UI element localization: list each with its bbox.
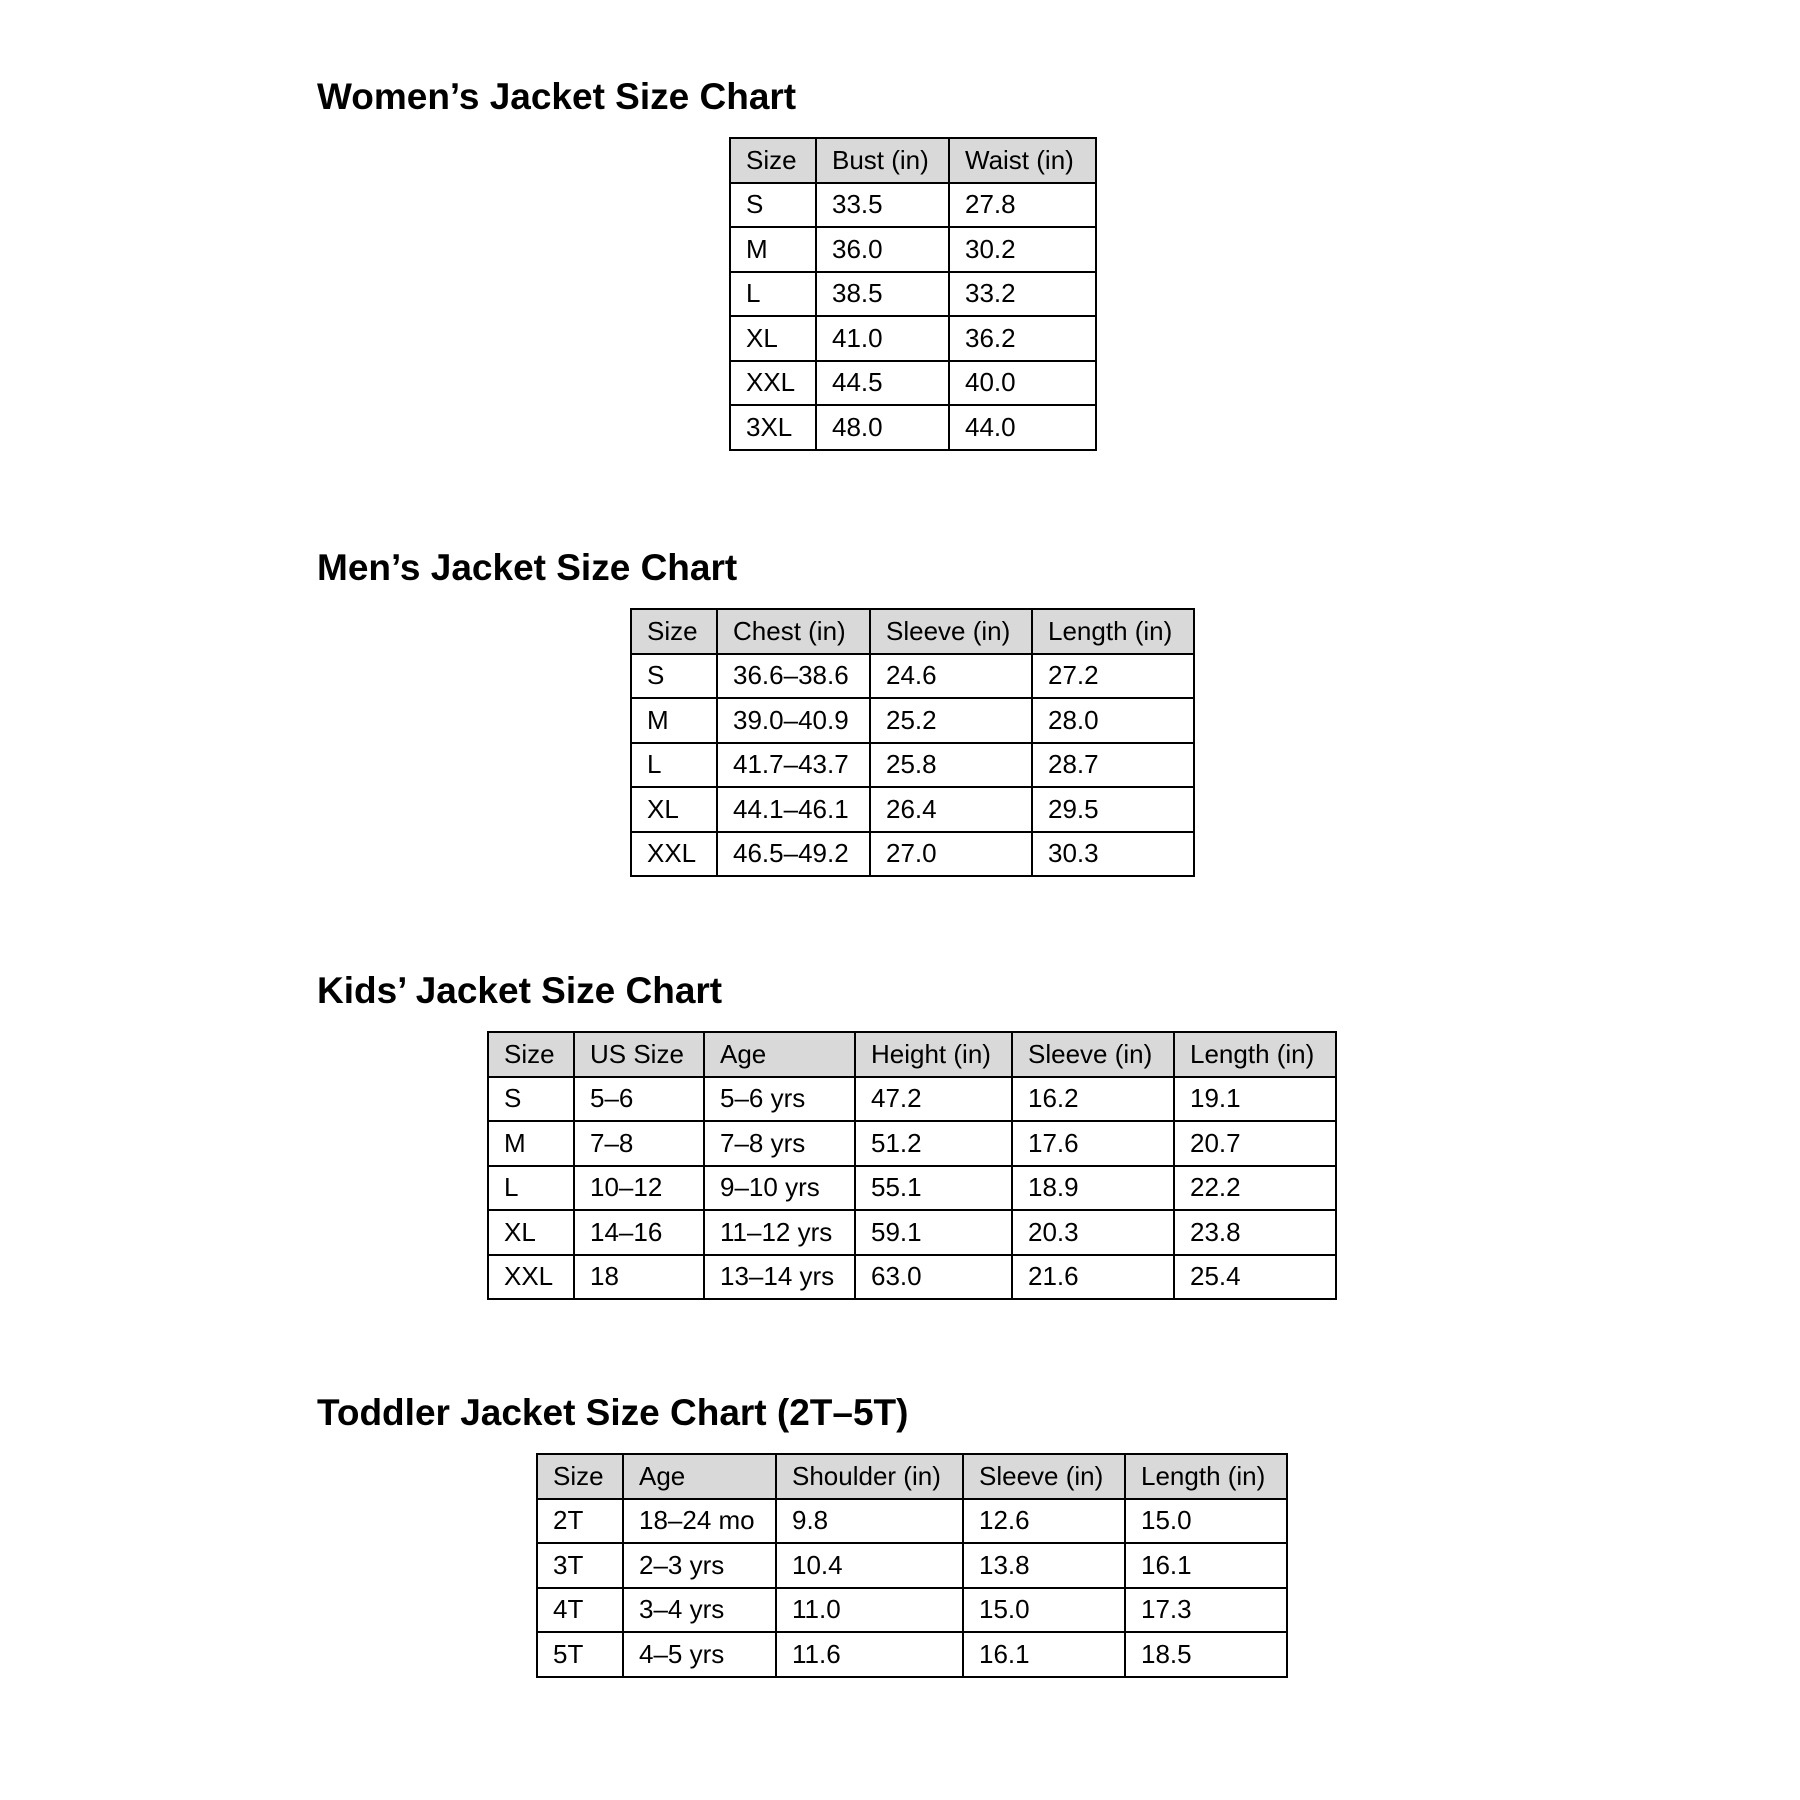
column-header: Waist (in) <box>949 138 1096 183</box>
table-row <box>488 1166 1336 1211</box>
table-cell: 9.8 <box>776 1499 963 1544</box>
table-row <box>488 1077 1336 1122</box>
table-cell: 18.9 <box>1012 1166 1174 1211</box>
table-cell: 11.6 <box>776 1632 963 1677</box>
table-cell: 41.7–43.7 <box>717 743 870 788</box>
table-cell: 47.2 <box>855 1077 1012 1122</box>
table-row <box>730 227 1096 272</box>
table-cell: 51.2 <box>855 1121 1012 1166</box>
table-cell: 44.0 <box>949 405 1096 450</box>
table-cell: 3–4 yrs <box>623 1588 776 1633</box>
table-cell: 24.6 <box>870 654 1032 699</box>
column-header: Size <box>488 1032 574 1077</box>
table-cell: 25.4 <box>1174 1255 1336 1300</box>
column-header: Sleeve (in) <box>963 1454 1125 1499</box>
table-cell: 16.1 <box>963 1632 1125 1677</box>
table-row <box>537 1499 1287 1544</box>
table-cell: 19.1 <box>1174 1077 1336 1122</box>
table-cell: XXL <box>631 832 717 877</box>
table-cell: S <box>730 183 816 228</box>
table-cell: 59.1 <box>855 1210 1012 1255</box>
table-row <box>730 361 1096 406</box>
table-cell: L <box>631 743 717 788</box>
table-cell: 28.7 <box>1032 743 1194 788</box>
column-header: Bust (in) <box>816 138 949 183</box>
table-row <box>488 1255 1336 1300</box>
table-cell: 55.1 <box>855 1166 1012 1211</box>
table-cell: 13–14 yrs <box>704 1255 855 1300</box>
column-header: Length (in) <box>1174 1032 1336 1077</box>
column-header: Shoulder (in) <box>776 1454 963 1499</box>
table-row <box>631 743 1194 788</box>
table-cell: M <box>631 698 717 743</box>
table-cell: 63.0 <box>855 1255 1012 1300</box>
table-cell: 30.2 <box>949 227 1096 272</box>
table-cell: 36.2 <box>949 316 1096 361</box>
table-cell: 20.3 <box>1012 1210 1174 1255</box>
column-header: Length (in) <box>1032 609 1194 654</box>
table-cell: 5–6 <box>574 1077 704 1122</box>
column-header: Chest (in) <box>717 609 870 654</box>
table-row <box>730 183 1096 228</box>
table-cell: 17.3 <box>1125 1588 1287 1633</box>
table-cell: 13.8 <box>963 1543 1125 1588</box>
table-cell: XL <box>488 1210 574 1255</box>
table-cell: L <box>488 1166 574 1211</box>
table-cell: XL <box>631 787 717 832</box>
kids-chart-title: Kids’ Jacket Size Chart <box>317 970 723 1011</box>
toddler-size-table <box>536 1453 1288 1678</box>
table-cell: XL <box>730 316 816 361</box>
table-cell: 44.1–46.1 <box>717 787 870 832</box>
table-cell: 5T <box>537 1632 623 1677</box>
table-cell: 16.2 <box>1012 1077 1174 1122</box>
table-row <box>631 654 1194 699</box>
table-row <box>488 1210 1336 1255</box>
table-cell: 4–5 yrs <box>623 1632 776 1677</box>
table-cell: 41.0 <box>816 316 949 361</box>
table-cell: 5–6 yrs <box>704 1077 855 1122</box>
table-cell: 18 <box>574 1255 704 1300</box>
table-header-row <box>488 1032 1336 1077</box>
table-row <box>730 316 1096 361</box>
table-row <box>631 698 1194 743</box>
table-row <box>730 272 1096 317</box>
table-cell: 36.0 <box>816 227 949 272</box>
table-cell: 44.5 <box>816 361 949 406</box>
table-cell: 36.6–38.6 <box>717 654 870 699</box>
column-header: Sleeve (in) <box>870 609 1032 654</box>
table-cell: 40.0 <box>949 361 1096 406</box>
table-cell: XXL <box>730 361 816 406</box>
table-cell: 26.4 <box>870 787 1032 832</box>
table-row <box>537 1543 1287 1588</box>
table-cell: 18.5 <box>1125 1632 1287 1677</box>
mens-chart-title: Men’s Jacket Size Chart <box>317 547 738 588</box>
table-cell: 25.2 <box>870 698 1032 743</box>
column-header: Age <box>704 1032 855 1077</box>
table-cell: 16.1 <box>1125 1543 1287 1588</box>
kids-size-table <box>487 1031 1337 1300</box>
column-header: US Size <box>574 1032 704 1077</box>
table-row <box>730 405 1096 450</box>
table-cell: 3XL <box>730 405 816 450</box>
table-cell: 28.0 <box>1032 698 1194 743</box>
table-cell: 25.8 <box>870 743 1032 788</box>
table-cell: S <box>631 654 717 699</box>
table-cell: 27.0 <box>870 832 1032 877</box>
table-cell: XXL <box>488 1255 574 1300</box>
table-cell: 21.6 <box>1012 1255 1174 1300</box>
table-cell: 15.0 <box>963 1588 1125 1633</box>
table-cell: M <box>730 227 816 272</box>
table-cell: 11.0 <box>776 1588 963 1633</box>
table-cell: 33.5 <box>816 183 949 228</box>
table-cell: 14–16 <box>574 1210 704 1255</box>
table-cell: 33.2 <box>949 272 1096 317</box>
table-cell: 7–8 yrs <box>704 1121 855 1166</box>
table-cell: 15.0 <box>1125 1499 1287 1544</box>
table-cell: 48.0 <box>816 405 949 450</box>
column-header: Length (in) <box>1125 1454 1287 1499</box>
table-row <box>631 787 1194 832</box>
table-header-row <box>631 609 1194 654</box>
table-cell: 29.5 <box>1032 787 1194 832</box>
womens-size-table <box>729 137 1097 451</box>
table-cell: 12.6 <box>963 1499 1125 1544</box>
table-cell: 11–12 yrs <box>704 1210 855 1255</box>
table-cell: 2T <box>537 1499 623 1544</box>
table-cell: 27.8 <box>949 183 1096 228</box>
table-header-row <box>537 1454 1287 1499</box>
table-cell: 18–24 mo <box>623 1499 776 1544</box>
table-cell: 10–12 <box>574 1166 704 1211</box>
mens-size-table <box>630 608 1195 877</box>
table-row <box>488 1121 1336 1166</box>
womens-chart-title: Women’s Jacket Size Chart <box>317 76 797 117</box>
table-cell: 17.6 <box>1012 1121 1174 1166</box>
table-cell: 2–3 yrs <box>623 1543 776 1588</box>
column-header: Size <box>730 138 816 183</box>
table-cell: 3T <box>537 1543 623 1588</box>
table-cell: 7–8 <box>574 1121 704 1166</box>
table-row <box>537 1588 1287 1633</box>
table-cell: 20.7 <box>1174 1121 1336 1166</box>
table-cell: 30.3 <box>1032 832 1194 877</box>
table-cell: 39.0–40.9 <box>717 698 870 743</box>
column-header: Age <box>623 1454 776 1499</box>
column-header: Sleeve (in) <box>1012 1032 1174 1077</box>
column-header: Size <box>537 1454 623 1499</box>
column-header: Size <box>631 609 717 654</box>
table-cell: 38.5 <box>816 272 949 317</box>
column-header: Height (in) <box>855 1032 1012 1077</box>
table-cell: 23.8 <box>1174 1210 1336 1255</box>
table-cell: 22.2 <box>1174 1166 1336 1211</box>
table-cell: 10.4 <box>776 1543 963 1588</box>
table-row <box>537 1632 1287 1677</box>
table-cell: S <box>488 1077 574 1122</box>
table-cell: 27.2 <box>1032 654 1194 699</box>
table-cell: M <box>488 1121 574 1166</box>
toddler-chart-title: Toddler Jacket Size Chart (2T–5T) <box>317 1392 909 1433</box>
table-cell: 9–10 yrs <box>704 1166 855 1211</box>
table-header-row <box>730 138 1096 183</box>
table-cell: 4T <box>537 1588 623 1633</box>
table-cell: L <box>730 272 816 317</box>
table-cell: 46.5–49.2 <box>717 832 870 877</box>
table-row <box>631 832 1194 877</box>
